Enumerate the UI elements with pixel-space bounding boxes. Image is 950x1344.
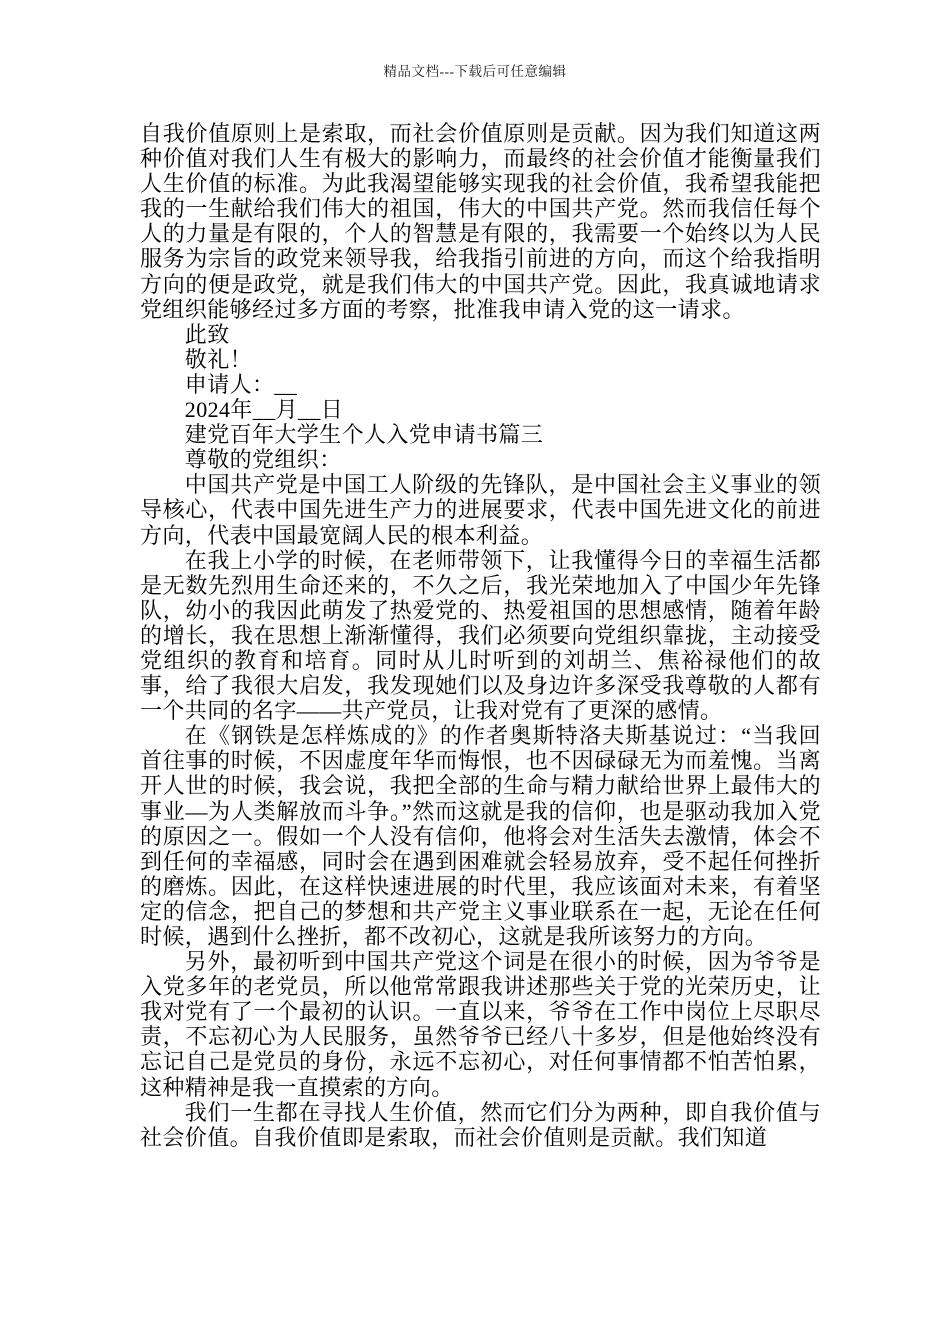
paragraph: 2024年__月__日 <box>184 397 344 423</box>
paragraph: 建党百年大学生个人入党申请书篇三 <box>184 422 544 448</box>
paragraph: 我们一生都在寻找人生价值，然而它们分为两种，即自我价值与社会价值。自我价值即是索取，而社会价值则是贡献。我们知道 <box>140 1099 821 1150</box>
paragraph: 尊敬的党组织： <box>184 447 342 473</box>
paragraph: 另外，最初听到中国共产党这个词是在很小的时候，因为爷爷是入党多年的老党员，所以他常常跟我讲述那些关于党的光荣历史，让我对党有了一个最初的认识。一直以来，爷爷在工作中岗位上尽职尽责，不忘初心为人民服务，虽然爷爷已经八十多岁，但是他始终没有忘记自己是党员的身份，永远不忘初心，对任何事情都不怕苦怕累，这种精神是我一直摸索的方向。 <box>140 949 821 1100</box>
paragraph: 申请人：__ <box>184 371 298 397</box>
document-body <box>140 121 821 1150</box>
paragraph: 自我价值原则上是索取，而社会价值原则是贡献。因为我们知道这两种价值对我们人生有极大的影响力，而最终的社会价值才能衡量我们人生价值的标准。为此我渴望能够实现我的社会价值，我希望我能把我的一生献给我们伟大的祖国，伟大的中国共产党。然而我信任每个人的力量是有限的，个人的智慧是有限的，我需要一个始终以为人民服务为宗旨的政党来领导我，给我指引前进的方向，而这个给我指明方向的便是政党，就是我们伟大的中国共产党。因此，我真诚地请求党组织能够经过多方面的考察，批准我申请入党的这一请求。 <box>140 121 821 322</box>
header-watermark-text: 精品文档---下载后可任意编辑 <box>383 64 567 79</box>
paragraph: 在我上小学的时候，在老师带领下，让我懂得今日的幸福生活都是无数先烈用生命还来的，不久之后，我光荣地加入了中国少年先锋队，幼小的我因此萌发了热爱党的、热爱祖国的思想感情，随着年龄的增长，我在思想上渐渐懂得，我们必须要向党组织靠拢，主动接受党组织的教育和培育。同时从儿时听到的刘胡兰、焦裕禄他们的故事，给了我很大启发，我发现她们以及身边许多深受我尊敬的人都有一个共同的名字——共产党员，让我对党有了更深的感情。 <box>140 547 821 724</box>
paragraph: 在《钢铁是怎样炼成的》的作者奥斯特洛夫斯基说过：“当我回首往事的时候，不因虚度年华而悔恨，也不因碌碌无为而羞愧。当离开人世的时候，我会说，我把全部的生命与精力献给世界上最伟大的事业—为人类解放而斗争。”然而这就是我的信仰，也是驱动我加入党的原因之一。假如一个人没有信仰，他将会对生活失去激情，体会不到任何的幸福感，同时会在遇到困难就会轻易放弃，受不起任何挫折的磨炼。因此，在这样快速进展的时代里，我应该面对未来，有着坚定的信念，把自己的梦想和共产党主义事业联系在一起，无论在任何时候，遇到什么挫折，都不改初心，这就是我所该努力的方向。 <box>140 723 821 949</box>
paragraph: 中国共产党是中国工人阶级的先锋队，是中国社会主义事业的领导核心，代表中国先进生产力的进展要求，代表中国先进文化的前进方向，代表中国最宽阔人民的根本利益。 <box>140 472 821 548</box>
paragraph: 敬礼！ <box>184 346 252 372</box>
paragraph: 此致 <box>184 321 230 347</box>
